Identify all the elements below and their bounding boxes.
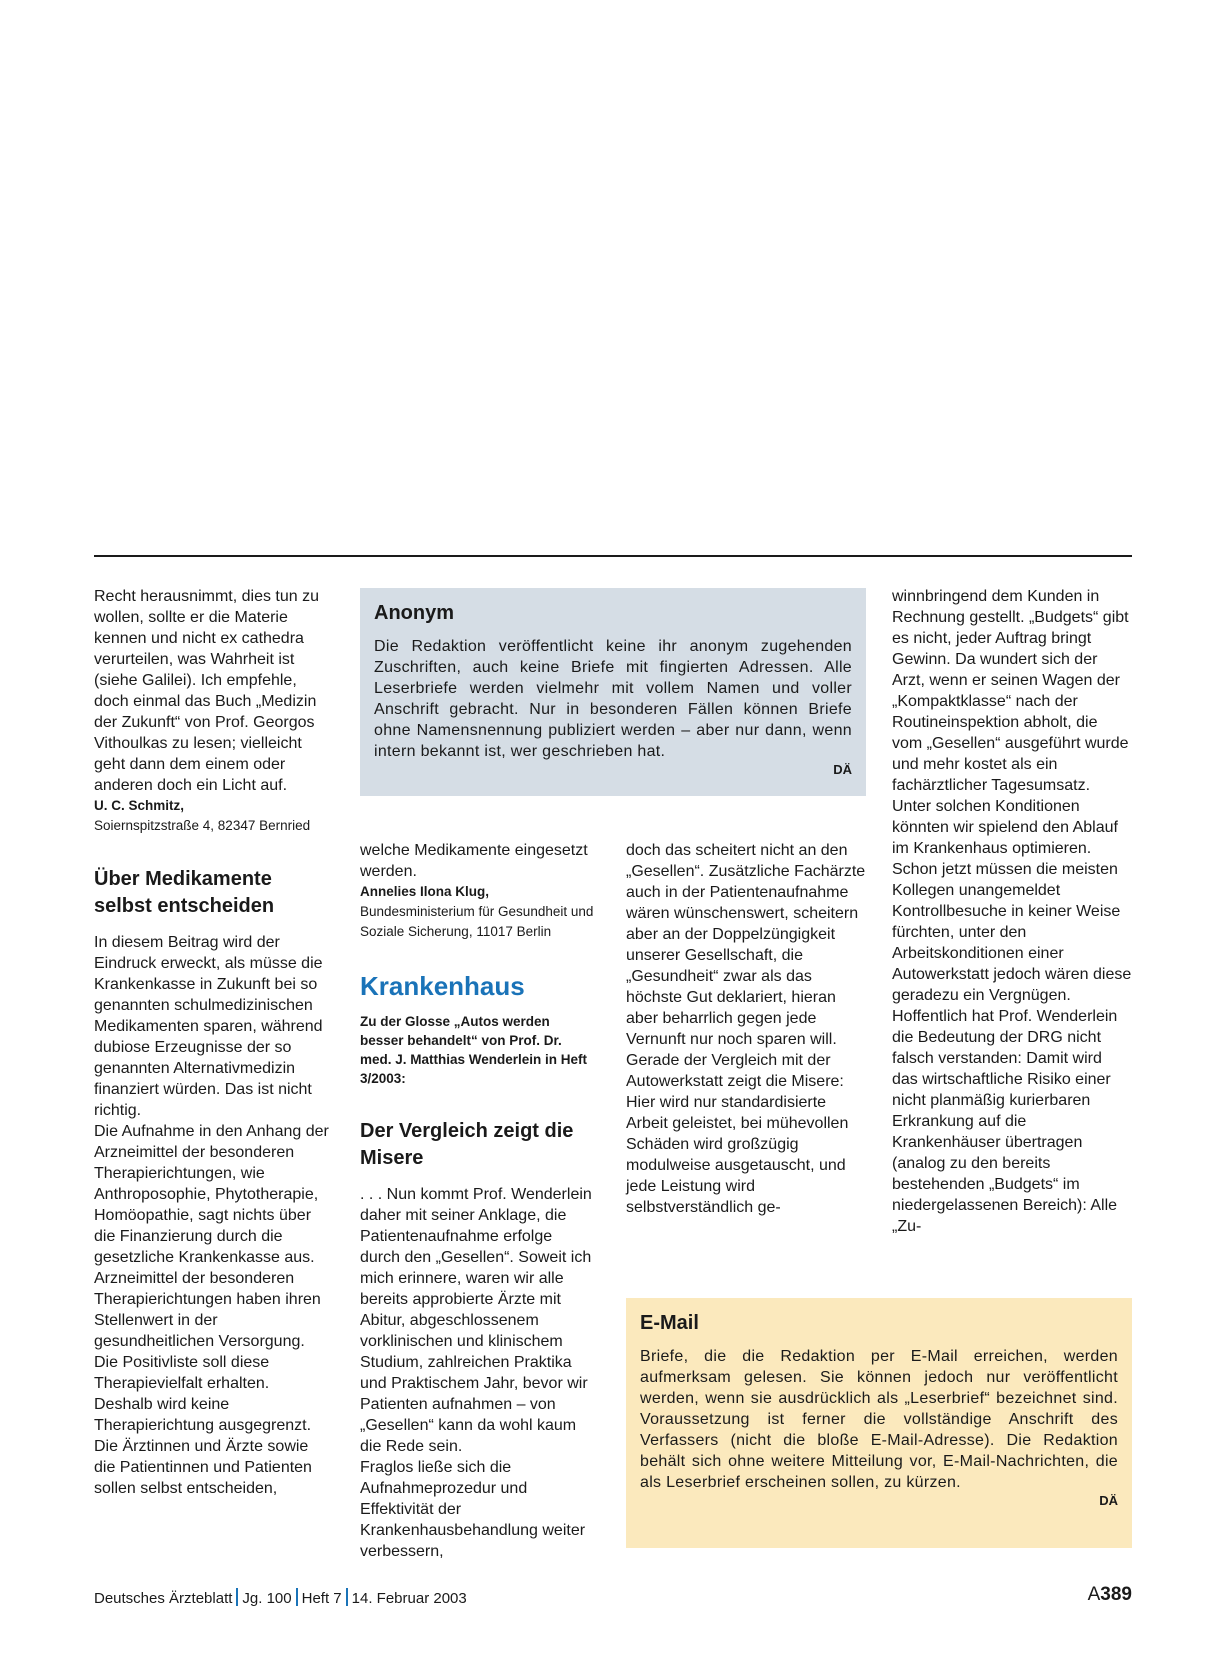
letter-author: U. C. Schmitz, bbox=[94, 798, 185, 813]
body-paragraph: welche Medikamente eingesetzt werden. bbox=[360, 842, 588, 880]
email-notice-box bbox=[626, 1298, 1132, 1548]
column-1 bbox=[94, 586, 330, 1499]
body-paragraph: Fraglos ließe sich die Aufnahmeprozedur und Effektivität der Krankenhausbehandlung weiter verbessern, bbox=[360, 1459, 586, 1560]
body-paragraph: Arzneimittel der besonderen Therapierichtungen haben ihren Stellenwert in der gesundheitlichen Versorgung. Die Positivliste soll diese Therapievielfalt erhalten. Deshalb wird keine Therapierichtung ausgegrenzt. Die Ärztinnen und Ärzte sowie die Patientinnen und Patienten sollen selbst entscheiden, bbox=[94, 1270, 321, 1497]
journal-name: Deutsches Ärzteblatt bbox=[94, 1590, 233, 1607]
journal-volume: Jg. 100 bbox=[242, 1590, 292, 1607]
anonym-title: Anonym bbox=[374, 602, 454, 624]
page-footer bbox=[94, 1584, 1132, 1610]
body-paragraph: Gerade der Vergleich mit der Autowerkstatt zeigt die Misere: Hier wird nur standardisierte Arbeit geleistet, bei mühevollen Schäden wird großzügig modulweise ausgetauscht, und jede Leistung wird selbstverständlich ge- bbox=[626, 1052, 849, 1216]
page-number-value: 389 bbox=[1100, 1584, 1132, 1605]
body-paragraph: Recht herausnimmt, dies tun zu wollen, sollte er die Materie kennen und nicht ex cathedra verurteilen, was Wahrheit ist (siehe Galilei). Ich empfehle, doch einmal das Buch „Medizin der Zukunft“ von Prof. Georgos Vithoulkas zu lesen; vielleicht geht dann dem einem oder anderen doch ein Licht auf. bbox=[94, 588, 319, 794]
journal-issue: Heft 7 bbox=[301, 1590, 342, 1607]
footer-separator bbox=[346, 1588, 348, 1606]
issue-date: 14. Februar 2003 bbox=[351, 1590, 467, 1607]
page-number bbox=[1088, 1584, 1132, 1606]
email-signature: DÄ bbox=[1099, 1493, 1118, 1508]
body-paragraph: In diesem Beitrag wird der Eindruck erweckt, als müsse die Krankenkasse in Zukunft bei so genannten schulmedizinischen Medikamenten sparen, während dubiose Erzeugnisse der so genannten Alternativmedizin finanziert würden. Das ist nicht richtig. bbox=[94, 934, 323, 1119]
body-paragraph: Die Aufnahme in den Anhang der Arzneimittel der besonderen Therapierichtungen, wie Anthroposophie, Phytotherapie, Homöopathie, sagt nichts über die Finanzierung durch die gesetzliche Krankenkasse aus. bbox=[94, 1123, 329, 1266]
section-title: Krankenhaus bbox=[360, 971, 525, 1001]
author-address: Soiernspitzstraße 4, 82347 Bernried bbox=[94, 818, 311, 833]
author-address: Bundesministerium für Gesundheit und Soziale Sicherung, 11017 Berlin bbox=[360, 904, 594, 939]
anonym-notice-box bbox=[360, 588, 866, 796]
column-4 bbox=[892, 586, 1132, 1237]
letter-heading: Über Medikamente selbst entscheiden bbox=[94, 868, 275, 917]
column-2 bbox=[360, 840, 596, 1562]
anonym-body: Die Redaktion veröffentlicht keine ihr anonym zugehenden Zuschriften, auch keine Briefe mit fingierten Adressen. Alle Leserbriefe werden vielmehr mit vollem Namen und voller Anschrift gebracht. Nur in besonderen Fällen können Briefe ohne Namensnennung publiziert werden – aber nur dann, wenn intern bekannt ist, wer geschrieben hat. bbox=[374, 638, 852, 760]
header-rule bbox=[94, 555, 1132, 557]
body-paragraph: Unter solchen Konditionen könnten wir spielend den Ablauf im Krankenhaus optimieren. Schon jetzt müssen die meisten Kollegen unangemeldet Kontrollbesuche in keiner Weise fürchten, unter den Arbeitskonditionen einer Autowerkstatt jedoch wären diese geradezu ein Vergnügen. Hoffentlich hat Prof. Wenderlein die Bedeutung der DRG nicht falsch verstanden: Damit wird das wirtschaftliche Risiko einer nicht planmäßig kurierbaren Erkrankung auf die Krankenhäuser übertragen (analog zu den bereits bestehenden „Budgets“ im niedergelassenen Bereich): Alle „Zu- bbox=[892, 798, 1132, 1235]
page-prefix: A bbox=[1087, 1584, 1101, 1605]
anonym-signature: DÄ bbox=[833, 762, 852, 777]
letter-author: Annelies Ilona Klug, bbox=[360, 884, 490, 899]
footer-separator bbox=[296, 1588, 298, 1606]
footer-citation bbox=[94, 1588, 467, 1607]
body-paragraph: winnbringend dem Kunden in Rechnung gestellt. „Budgets“ gibt es nicht, jeder Auftrag bringt Gewinn. Da wundert sich der Arzt, wenn er seinen Wagen der „Kompaktklasse“ nach der Routineinspektion abholt, die vom „Gesellen“ ausgeführt wurde und mehr kostet als ein fachärztlicher Tagesumsatz. bbox=[892, 588, 1129, 794]
email-body: Briefe, die die Redaktion per E-Mail erreichen, werden aufmerksam gelesen. Sie können jedoch nur veröffentlicht werden, wenn sie ausdrücklich als „Leserbrief“ bezeichnet sind. Voraussetzung ist ferner die vollständige Anschrift des Verfassers (nicht die bloße E-Mail-Adresse). Die Redaktion behält sich ohne weitere Mitteilung vor, E-Mail-Nachrichten, die als Leserbrief erscheinen sollen, zu kürzen. bbox=[640, 1348, 1118, 1491]
body-paragraph: doch das scheitert nicht an den „Gesellen“. Zusätzliche Fachärzte auch in der Patientenaufnahme wären wünschenswert, scheitern aber an der Doppelzüngigkeit unserer Gesellschaft, die „Gesundheit“ zwar als das höchste Gut deklariert, hieran aber beharrlich gegen jede Vernunft nur noch sparen will. bbox=[626, 842, 866, 1048]
body-paragraph: . . . Nun kommt Prof. Wenderlein daher mit seiner Anklage, die Patientenaufnahme erfolge durch den „Gesellen“. Soweit ich mich erinnere, waren wir alle bereits approbierte Ärzte mit Abitur, abgeschlossenem vorklinischen und klinischem Studium, zahlreichen Praktika und Praktischem Jahr, bevor wir Patienten aufnahmen – von „Gesellen“ kann da wohl kaum die Rede sein. bbox=[360, 1186, 592, 1455]
email-title: E-Mail bbox=[640, 1312, 699, 1334]
footer-separator bbox=[236, 1588, 238, 1606]
column-3 bbox=[626, 840, 866, 1218]
letter-heading: Der Vergleich zeigt die Misere bbox=[360, 1120, 574, 1169]
section-intro: Zu der Glosse „Autos werden besser behandelt“ von Prof. Dr. med. J. Matthias Wenderlein in Heft 3/2003: bbox=[360, 1014, 588, 1086]
